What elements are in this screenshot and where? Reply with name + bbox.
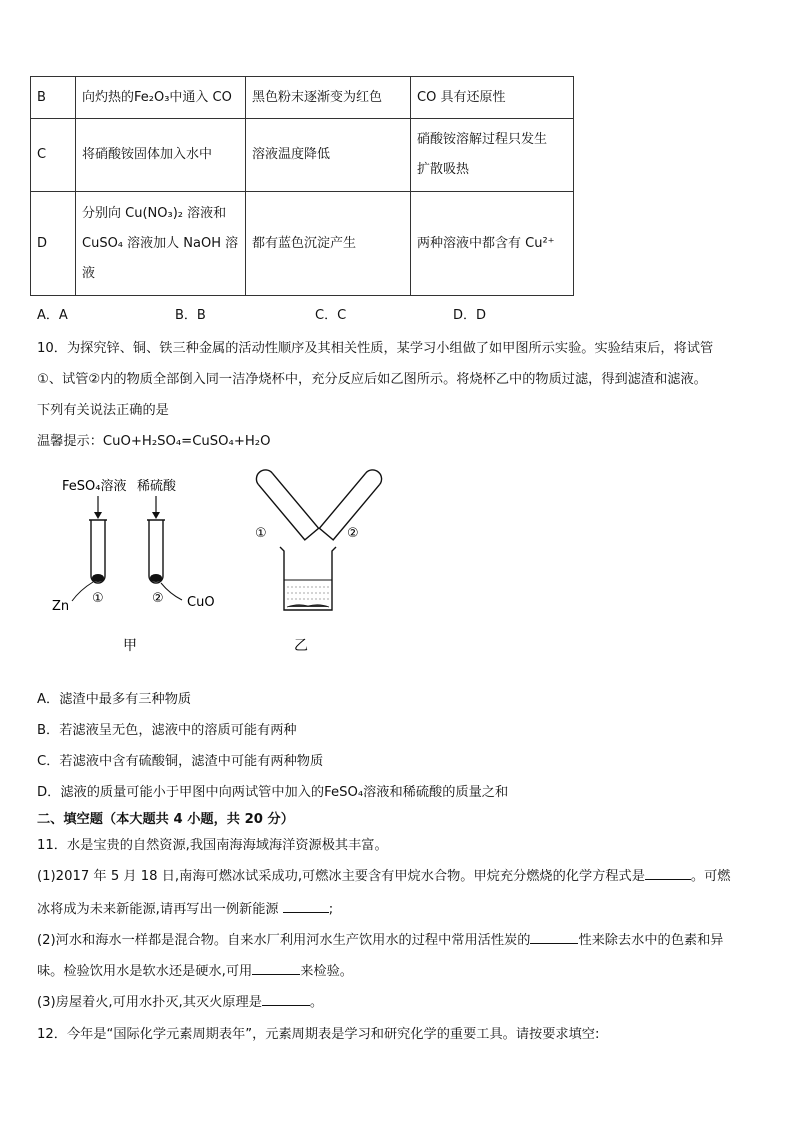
tube-number-1: ① [92,591,104,606]
phenomenon-cell: 黑色粉末逐渐变为红色 [246,77,411,119]
q10-option-a[interactable]: A．滤渣中最多有三种物质 [37,692,192,707]
phenomenon-cell: 溶液温度降低 [246,119,411,192]
table-row [31,77,574,119]
feso4-label: FeSO₄溶液 [62,479,127,494]
q9-option-c[interactable]: C．C [315,308,347,323]
q10-option-b[interactable]: B．若滤液呈无色，滤液中的溶质可能有两种 [37,723,297,738]
conclusion-line: 硝酸铵溶解过程只发生 [417,132,548,147]
operation-cell: 向灼热的Fe₂O₃中通入 CO [76,77,246,119]
row-letter: C [31,119,76,192]
answer-blank[interactable] [283,900,329,913]
zn-solid [92,574,104,582]
conclusion-cell: CO 具有还原性 [411,77,574,119]
q11-stem: 11．水是宝贵的自然资源,我国南海海域海洋资源极其丰富。 [37,838,388,853]
row-letter: D [31,192,76,296]
options-table [30,76,574,296]
cuo-solid [150,574,162,582]
q10-option-d[interactable]: D．滤液的质量可能小于甲图中向两试管中加入的FeSO₄溶液和稀硫酸的质量之和 [37,785,509,800]
table-row [31,192,574,296]
q12-stem: 12．今年是“国际化学元素周期表年”，元素周期表是学习和研究化学的重要工具。请按要求填空: [37,1027,600,1042]
conclusion-line: 扩散吸热 [417,162,470,177]
section-title: 二、填空题（本大题共 4 小题，共 20 分） [37,812,294,827]
q11-part1-line1: (1)2017 年 5 月 18 日,南海可燃冰试采成功,可燃冰主要含有甲烷水合物。甲烷充分燃烧的化学方程式是 。可燃 [37,869,731,884]
acid-label: 稀硫酸 [137,479,177,494]
beaker-residue [287,605,329,607]
q10-option-c[interactable]: C．若滤液中含有硫酸铜，滤渣中可能有两种物质 [37,754,324,769]
q11-part2-line1: (2)河水和海水一样都是混合物。自来水厂利用河水生产饮用水的过程中常用活性炭的 性来除去水中的色素和异 [37,933,724,948]
row-letter: B [31,77,76,119]
arrow-head [94,512,102,519]
test-tube-2 [149,520,163,583]
q10-stem-line: 10．为探究锌、铜、铁三种金属的活动性顺序及其相关性质，某学习小组做了如甲图所示实验。实验结束后，将试管 [37,341,714,356]
operation-line: 分别向 Cu(NO₃)₂ 溶液和 [82,205,227,221]
test-tube-1 [91,520,105,583]
q9-option-b[interactable]: B．B [175,308,206,323]
zn-label: Zn [52,599,70,614]
q11-part2-line2: 味。检验饮用水是软水还是硬水,可用 来检验。 [37,964,353,979]
q10-hint: 温馨提示：CuO+H₂SO₄=CuSO₄+H₂O [37,434,271,449]
conclusion-cell: 两种溶液中都含有 Cu²⁺ [411,192,574,296]
operation-cell [76,192,246,296]
phenomenon-cell: 都有蓝色沉淀产生 [246,192,411,296]
tube-number-2: ② [152,591,164,606]
arrow-head [152,512,160,519]
tube-number-2: ② [347,526,359,541]
operation-cell: 将硝酸铵固体加入水中 [76,119,246,192]
conclusion-cell [411,119,574,192]
q9-option-a[interactable]: A．A [37,308,68,323]
q11-part3: (3)房屋着火,可用水扑灭,其灭火原理是 。 [37,995,324,1010]
beaker [280,547,336,610]
caption-yi: 乙 [294,638,308,654]
answer-blank[interactable] [252,962,300,975]
tube-number-1: ① [255,526,267,541]
q10-stem-line: 下列有关说法正确的是 [37,403,169,418]
answer-blank[interactable] [530,931,578,944]
q9-options [37,304,486,323]
caption-jia: 甲 [123,638,137,654]
answer-blank[interactable] [262,993,310,1006]
experiment-figure [40,462,420,662]
q10-stem-line: ①、试管②内的物质全部倒入同一洁净烧杯中，充分反应后如乙图所示。将烧杯乙中的物质过滤，得到滤渣和滤液。 [37,372,707,387]
cuo-label: CuO [187,595,215,610]
q11-part1-line2: 冰将成为未来新能源,请再写出一例新能源 ; [37,902,334,917]
answer-blank[interactable] [645,867,691,880]
q9-option-d[interactable]: D．D [453,308,487,323]
operation-line: 液 [82,265,96,281]
table-row [31,119,574,192]
operation-line: CuSO₄ 溶液加人 NaOH 溶 [82,235,239,251]
